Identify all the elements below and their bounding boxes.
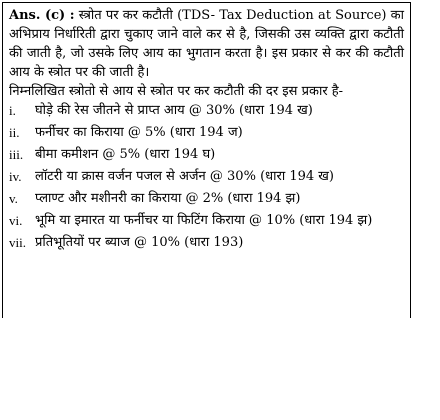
list-item-text: बीमा कमीशन @ 5% (धारा 194 घ)	[35, 147, 216, 162]
list-item	[9, 211, 404, 230]
list-item-number: i.	[9, 103, 16, 118]
list-item-number: iii.	[9, 147, 24, 162]
answer-paragraph	[9, 6, 404, 82]
list-item-number: vi.	[9, 213, 23, 228]
answer-box	[2, 2, 411, 318]
list-item	[9, 145, 404, 164]
list-item	[9, 123, 404, 142]
list-item-number: ii.	[9, 125, 20, 140]
answer-text: स्त्रोत पर कर कटौती (TDS- Tax Deduction at Source) का अभिप्राय निर्धारिती द्वारा चुकाए जाने वाले कर से है, जिसकी उस व्यक्ति द्वारा कटौती की जाती है, जो उसके लिए आय का भुगतान करता है। इस प्रकार से कर की कटौती आय के स्त्रोत पर की जाती है।	[9, 8, 404, 80]
answer-label: Ans. (c) :	[9, 8, 75, 23]
list-item-number: iv.	[9, 169, 22, 184]
list-item-number: v.	[9, 191, 18, 206]
list-item-text: प्रतिभूतियों पर ब्याज @ 10% (धारा 193)	[35, 235, 244, 250]
list-item-number: vii.	[9, 235, 26, 250]
list-item-text: घोड़े की रेस जीतने से प्राप्त आय @ 30% (धारा 194 ख)	[35, 103, 313, 118]
list-item	[9, 167, 404, 186]
tds-rate-list	[9, 101, 404, 252]
list-item	[9, 233, 404, 252]
list-item-text: भूमि या इमारत या फर्नीचर या फिटिंग किराया @ 10% (धारा 194 झ)	[35, 213, 373, 228]
list-item-text: लॉटरी या क्रास वर्जन पजल से अर्जन @ 30% (धारा 194 ख)	[35, 169, 334, 184]
list-item-text: फर्नीचर का किराया @ 5% (धारा 194 ज)	[35, 125, 243, 140]
list-item	[9, 101, 404, 120]
list-intro: निम्नलिखित स्त्रोतो से आय से स्त्रोत पर कर कटौती की दर इस प्रकार है-	[9, 84, 344, 99]
list-item	[9, 189, 404, 208]
list-item-text: प्लाण्ट और मशीनरी का किराया @ 2% (धारा 194 झ)	[35, 191, 301, 206]
